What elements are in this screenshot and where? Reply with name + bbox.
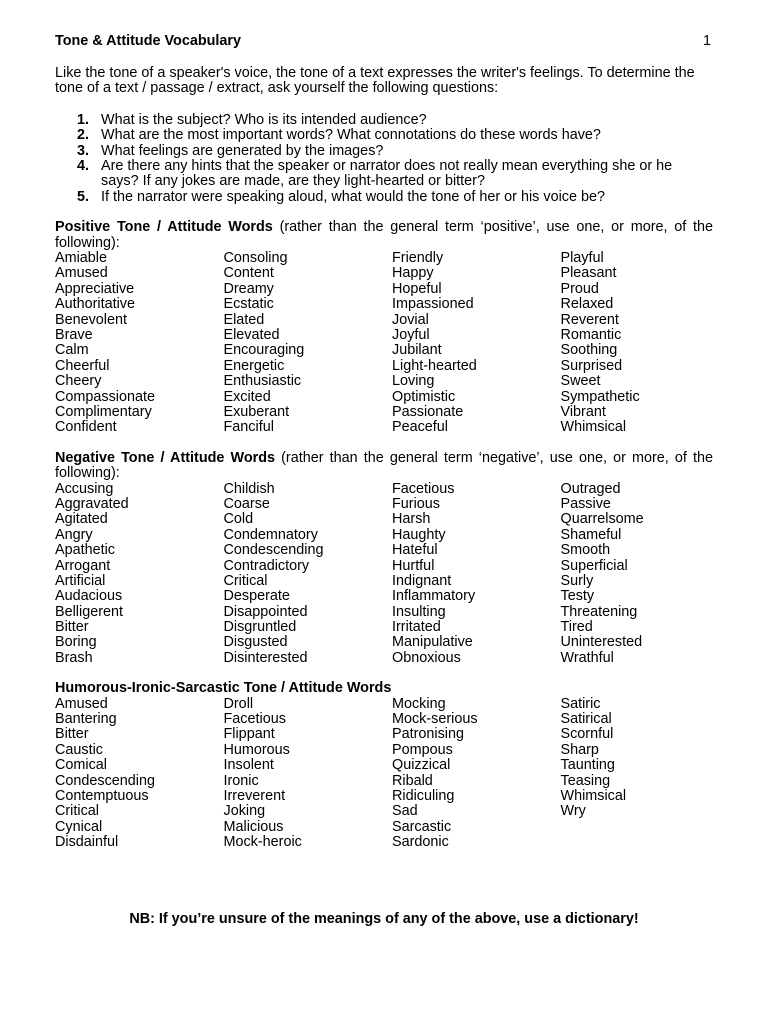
vocabulary-word: Facetious bbox=[223, 711, 286, 728]
vocabulary-word: Outraged bbox=[560, 480, 621, 497]
vocabulary-word: Superficial bbox=[560, 557, 628, 574]
vocabulary-word: Bitter bbox=[55, 619, 89, 636]
vocabulary-word: Ecstatic bbox=[223, 296, 274, 313]
vocabulary-word: Proud bbox=[560, 280, 599, 297]
vocabulary-word: Jovial bbox=[392, 311, 429, 328]
vocabulary-word: Contemptuous bbox=[55, 788, 149, 804]
word-grid bbox=[55, 251, 713, 436]
vocabulary-word: Surprised bbox=[560, 357, 623, 374]
vocabulary-word: Artificial bbox=[55, 572, 106, 589]
vocabulary-word: Boring bbox=[55, 634, 97, 651]
page-number: 1 bbox=[702, 33, 711, 49]
vocabulary-word: Cheerful bbox=[55, 357, 110, 374]
vocabulary-word: Smooth bbox=[560, 542, 611, 559]
section-heading-title: Humorous-Ironic-Sarcastic Tone / Attitude Words bbox=[55, 680, 392, 697]
vocabulary-word: Peaceful bbox=[392, 419, 449, 436]
vocabulary-word: Insulting bbox=[392, 603, 446, 620]
question-number: 4. bbox=[77, 158, 90, 175]
vocabulary-word: Aggravated bbox=[55, 495, 129, 512]
vocabulary-word: Amused bbox=[55, 695, 108, 712]
vocabulary-word: Whimsical bbox=[560, 788, 627, 804]
vocabulary-word: Dreamy bbox=[223, 280, 274, 297]
vocabulary-word: Relaxed bbox=[560, 296, 614, 313]
vocabulary-word: Quizzical bbox=[392, 757, 451, 774]
vocabulary-word: Pompous bbox=[392, 741, 453, 758]
vocabulary-word: Mock-heroic bbox=[223, 834, 302, 851]
vocabulary-word: Jubilant bbox=[392, 342, 442, 359]
vocabulary-word: Coarse bbox=[223, 495, 270, 512]
vocabulary-word: Soothing bbox=[560, 342, 618, 359]
vocabulary-word: Angry bbox=[55, 526, 93, 543]
vocabulary-word: Haughty bbox=[392, 526, 446, 543]
question-text: If the narrator were speaking aloud, what would the tone of her or his voice be? bbox=[101, 188, 605, 205]
vocabulary-word: Shameful bbox=[560, 526, 622, 543]
vocabulary-word: Disgusted bbox=[223, 634, 288, 651]
vocabulary-word: Contradictory bbox=[223, 557, 310, 574]
vocabulary-word: Appreciative bbox=[55, 280, 135, 297]
vocabulary-word: Joyful bbox=[392, 327, 430, 344]
vocabulary-word: Cheery bbox=[55, 373, 102, 390]
vocabulary-word: Energetic bbox=[223, 357, 285, 374]
vocabulary-word: Indignant bbox=[392, 572, 452, 589]
vocabulary-word: Content bbox=[223, 265, 274, 282]
vocabulary-word: Ridiculing bbox=[392, 788, 455, 804]
vocabulary-word: Disappointed bbox=[223, 603, 308, 620]
vocabulary-word bbox=[561, 835, 714, 850]
question-text: Are there any hints that the speaker or narrator does not really mean everything she or he says? If any jokes are made, are they light-hearted or bitter? bbox=[101, 158, 673, 190]
question-item bbox=[55, 128, 713, 143]
vocabulary-word: Light-hearted bbox=[392, 357, 477, 374]
section-heading bbox=[55, 451, 713, 482]
vocabulary-word: Threatening bbox=[560, 603, 638, 620]
vocabulary-word: Disgruntled bbox=[223, 619, 297, 636]
vocabulary-word: Critical bbox=[55, 803, 99, 820]
vocabulary-word: Disinterested bbox=[223, 649, 308, 666]
vocabulary-word: Arrogant bbox=[55, 557, 111, 574]
vocabulary-word: Condescending bbox=[55, 772, 156, 789]
vocabulary-word: Vibrant bbox=[560, 403, 606, 420]
vocabulary-word: Playful bbox=[560, 250, 604, 267]
vocabulary-word: Hateful bbox=[392, 542, 438, 559]
vocabulary-word: Passive bbox=[560, 495, 611, 512]
question-number: 1. bbox=[77, 111, 90, 128]
vocabulary-word: Malicious bbox=[223, 818, 284, 835]
vocabulary-word: Bantering bbox=[55, 711, 117, 728]
vocabulary-word: Romantic bbox=[560, 327, 622, 344]
vocabulary-word: Testy bbox=[560, 588, 595, 605]
vocabulary-word: Mocking bbox=[392, 695, 446, 712]
vocabulary-word: Taunting bbox=[560, 757, 615, 774]
negative-words-section bbox=[55, 451, 713, 667]
word-grid bbox=[55, 482, 713, 667]
vocabulary-word: Pleasant bbox=[560, 265, 617, 282]
vocabulary-word: Amused bbox=[55, 265, 108, 282]
vocabulary-word: Ironic bbox=[223, 772, 259, 789]
vocabulary-word: Loving bbox=[392, 373, 435, 390]
vocabulary-word: Childish bbox=[223, 480, 275, 497]
vocabulary-word: Harsh bbox=[392, 511, 431, 528]
vocabulary-word: Belligerent bbox=[55, 603, 123, 620]
vocabulary-word: Benevolent bbox=[55, 311, 128, 328]
vocabulary-word: Disdainful bbox=[55, 834, 119, 851]
vocabulary-word: Passionate bbox=[392, 403, 464, 420]
vocabulary-word: Impassioned bbox=[392, 296, 474, 313]
vocabulary-word: Satirical bbox=[560, 711, 612, 728]
section-heading-note: (rather than the general term ‘negative’, use one, or more, of the following): bbox=[55, 449, 713, 482]
vocabulary-word: Reverent bbox=[560, 311, 619, 328]
vocabulary-word: Apathetic bbox=[55, 542, 116, 559]
vocabulary-word: Teasing bbox=[560, 772, 611, 789]
vocabulary-word: Exuberant bbox=[223, 403, 290, 420]
section-heading bbox=[55, 681, 713, 696]
vocabulary-word: Condescending bbox=[223, 542, 324, 559]
vocabulary-word: Accusing bbox=[55, 480, 114, 497]
vocabulary-word: Brash bbox=[55, 649, 93, 666]
vocabulary-word: Scornful bbox=[560, 726, 614, 743]
vocabulary-word: Hurtful bbox=[392, 557, 435, 574]
vocabulary-word: Agitated bbox=[55, 511, 108, 528]
vocabulary-word: Brave bbox=[55, 327, 93, 344]
vocabulary-word: Insolent bbox=[223, 757, 274, 774]
document-header bbox=[55, 34, 713, 52]
vocabulary-word: Wry bbox=[560, 803, 586, 820]
vocabulary-word: Obnoxious bbox=[392, 649, 461, 666]
question-item bbox=[55, 190, 713, 205]
vocabulary-word: Bitter bbox=[55, 726, 89, 743]
vocabulary-word: Sarcastic bbox=[392, 818, 452, 835]
vocabulary-word: Irreverent bbox=[223, 788, 286, 804]
vocabulary-word: Authoritative bbox=[55, 296, 135, 313]
vocabulary-word: Enthusiastic bbox=[223, 373, 302, 390]
question-number: 3. bbox=[77, 142, 90, 159]
vocabulary-word: Droll bbox=[223, 695, 254, 712]
vocabulary-word: Flippant bbox=[223, 726, 275, 743]
vocabulary-word: Tired bbox=[560, 619, 593, 636]
question-item bbox=[55, 113, 713, 128]
document-page bbox=[55, 34, 713, 851]
vocabulary-word: Facetious bbox=[392, 480, 455, 497]
section-heading-title: Negative Tone / Attitude Words bbox=[55, 449, 276, 466]
vocabulary-word: Hopeful bbox=[392, 280, 442, 297]
vocabulary-word: Condemnatory bbox=[223, 526, 318, 543]
vocabulary-word: Complimentary bbox=[55, 403, 152, 420]
vocabulary-word: Joking bbox=[223, 803, 266, 820]
vocabulary-word: Fanciful bbox=[223, 419, 274, 436]
vocabulary-word: Excited bbox=[223, 388, 271, 405]
intro-paragraph: Like the tone of a speaker's voice, the tone of a text expresses the writer's feelings. To determine the tone of a text / passage / extract, ask yourself the following questions: bbox=[55, 65, 695, 97]
question-number: 2. bbox=[77, 127, 90, 144]
vocabulary-word: Patronising bbox=[392, 726, 464, 743]
question-number: 5. bbox=[77, 188, 90, 205]
vocabulary-word: Quarrelsome bbox=[560, 511, 644, 528]
vocabulary-word: Sweet bbox=[560, 373, 601, 390]
vocabulary-word: Calm bbox=[55, 342, 89, 359]
section-heading bbox=[55, 220, 713, 251]
question-list bbox=[55, 113, 713, 205]
vocabulary-word: Desperate bbox=[223, 588, 290, 605]
vocabulary-word: Consoling bbox=[223, 250, 288, 267]
vocabulary-word: Uninterested bbox=[560, 634, 643, 651]
vocabulary-word: Cold bbox=[223, 511, 254, 528]
word-grid bbox=[55, 697, 713, 851]
positive-words-section bbox=[55, 220, 713, 436]
vocabulary-word: Elated bbox=[223, 311, 265, 328]
section-heading-note: (rather than the general term ‘positive’, use one, or more, of the following): bbox=[55, 219, 713, 251]
question-text: What is the subject? Who is its intended audience? bbox=[101, 111, 427, 128]
vocabulary-word: Sharp bbox=[560, 741, 599, 758]
vocabulary-word: Happy bbox=[392, 265, 434, 282]
question-item bbox=[55, 144, 713, 159]
vocabulary-word: Mock-serious bbox=[392, 711, 478, 728]
vocabulary-word: Surly bbox=[560, 572, 594, 589]
vocabulary-word: Caustic bbox=[55, 741, 103, 758]
vocabulary-word: Sad bbox=[392, 803, 418, 820]
vocabulary-word: Audacious bbox=[55, 588, 123, 605]
question-text: What feelings are generated by the images? bbox=[101, 142, 384, 159]
vocabulary-word: Optimistic bbox=[392, 388, 456, 405]
vocabulary-word: Furious bbox=[392, 495, 440, 512]
vocabulary-word: Inflammatory bbox=[392, 588, 476, 605]
vocabulary-word: Elevated bbox=[223, 327, 280, 344]
vocabulary-word: Confident bbox=[55, 419, 117, 436]
vocabulary-word: Comical bbox=[55, 757, 107, 774]
vocabulary-word: Critical bbox=[223, 572, 268, 589]
vocabulary-word bbox=[561, 820, 714, 835]
vocabulary-word: Ribald bbox=[392, 772, 433, 789]
vocabulary-word: Cynical bbox=[55, 818, 103, 835]
vocabulary-word: Manipulative bbox=[392, 634, 473, 651]
dictionary-note: NB: If you’re unsure of the meanings of any of the above, use a dictionary! bbox=[129, 911, 639, 927]
vocabulary-word: Sardonic bbox=[392, 834, 449, 851]
question-text: What are the most important words? What connotations do these words have? bbox=[101, 127, 601, 144]
vocabulary-word: Encouraging bbox=[223, 342, 305, 359]
vocabulary-word: Sympathetic bbox=[560, 388, 640, 405]
section-heading-title: Positive Tone / Attitude Words bbox=[55, 219, 273, 236]
vocabulary-word: Whimsical bbox=[560, 419, 627, 436]
vocabulary-word: Humorous bbox=[223, 741, 290, 758]
vocabulary-word: Friendly bbox=[392, 250, 444, 267]
question-item bbox=[55, 159, 713, 190]
vocabulary-word: Compassionate bbox=[55, 388, 155, 405]
vocabulary-word: Satiric bbox=[560, 695, 601, 712]
humorous-words-section bbox=[55, 681, 713, 850]
vocabulary-word: Irritated bbox=[392, 619, 441, 636]
vocabulary-word: Amiable bbox=[55, 250, 107, 267]
vocabulary-word: Wrathful bbox=[560, 649, 614, 666]
document-title: Tone & Attitude Vocabulary bbox=[55, 33, 242, 49]
